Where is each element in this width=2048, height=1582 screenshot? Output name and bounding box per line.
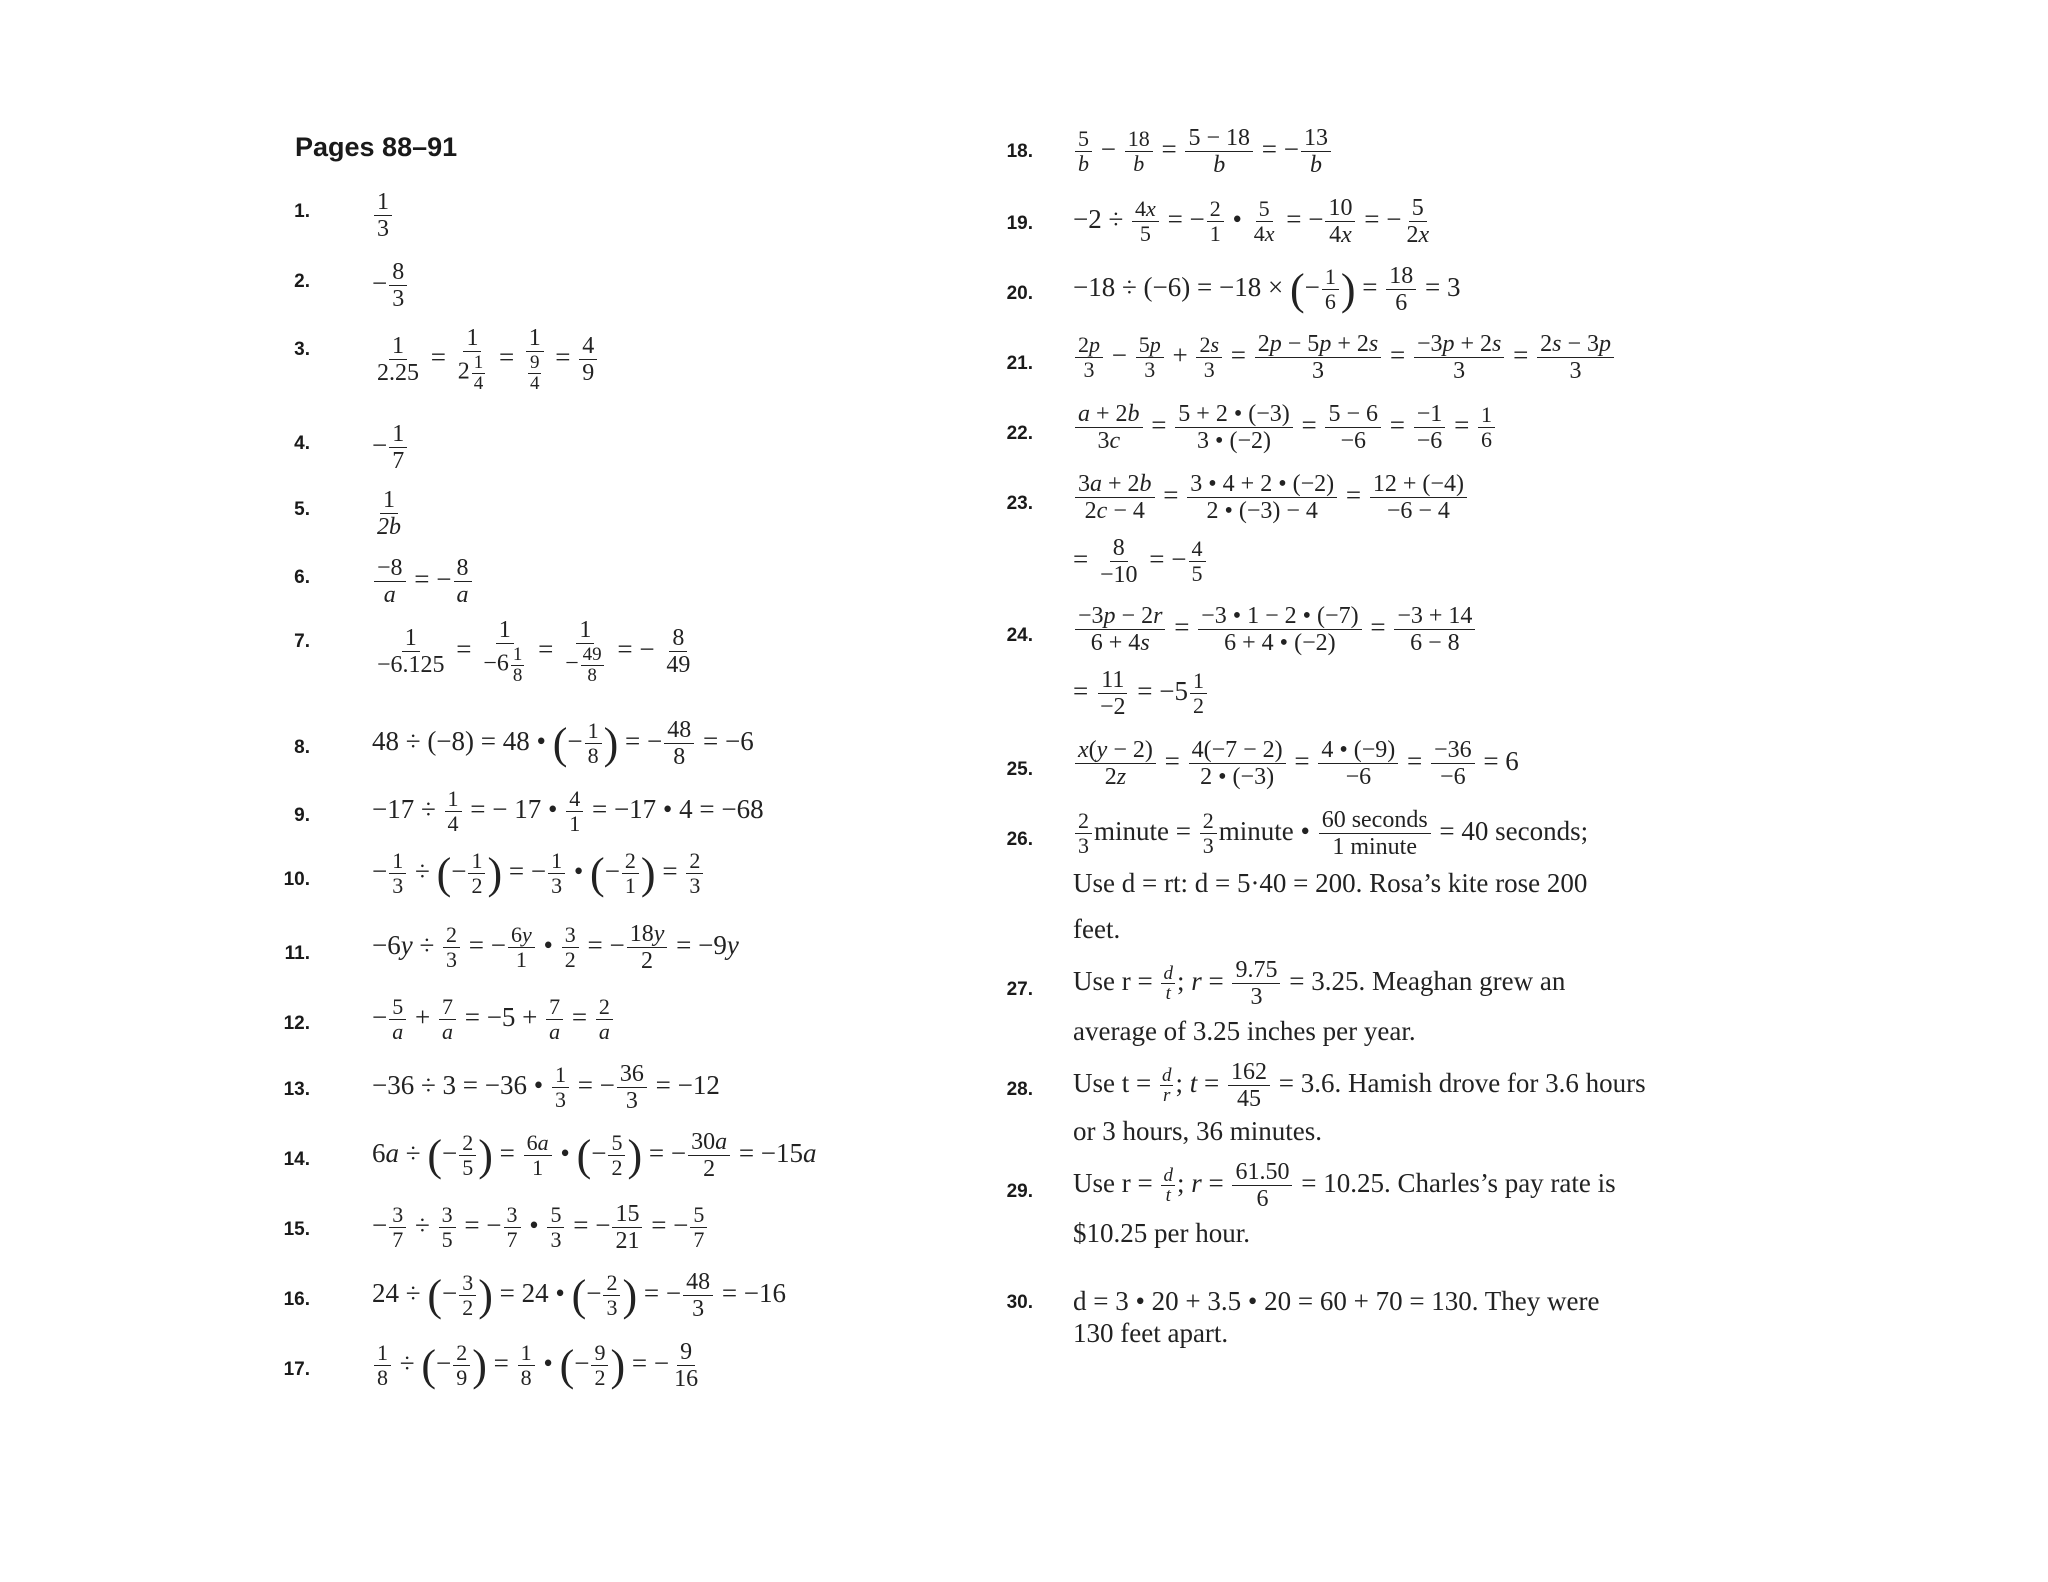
fraction-numerator: 60 seconds <box>1319 808 1431 834</box>
answer-math: − $\frac{8}{3}$ <box>372 260 409 312</box>
unit-text: minute <box>1218 816 1294 847</box>
answer-math: − $\frac{1}{7}$ <box>372 422 409 474</box>
answer-math: 48 ÷ (−8) = 48 • (− $\frac{1}{8}$ ) = − $\frac{48}{8}$ = −6 <box>372 717 754 771</box>
answer-math: − $\frac{3}{7}$ ÷ $\frac{3}{5}$ = − $\frac{3}{7}$ • $\frac{5}{3}$ = − $\frac{15}{21}$ = − $\frac{5}{7}$ <box>372 1202 709 1254</box>
fraction-denominator: 1 minute <box>1332 834 1417 861</box>
answer-prefix: Use t = <box>1073 1068 1152 1099</box>
problem-number: 9. <box>294 805 310 826</box>
answer-math: 6a ÷ (− $\frac{2}{5}$ ) = $\frac{6a}{1}$ • (− $\frac{5}{2}$ ) = − $\frac{30a}{2}$ = −15a <box>372 1129 817 1183</box>
answer-prefix: Use r = <box>1073 966 1153 997</box>
answer-text-line: feet. <box>1073 914 1121 944</box>
answer-text-line: average of 3.25 inches per year. <box>1073 1016 1416 1046</box>
problem-number: 12. <box>283 1013 310 1034</box>
answer-math: $\frac{x(y - 2)}{2z}$ = $\frac{4(-7 - 2)}{2 • (-3)}$ = $\frac{4 • (-9)}{-6}$ = $\frac{-36}{-6}$ = 6 <box>1073 738 1519 790</box>
answer-math: Use r = $\frac{d}{t}$ ; r = $\frac{9.75}{3}$ = 3.25. Meaghan grew an <box>1073 957 1566 1011</box>
answer-math-continued: = $\frac{11}{-2}$ = −5 $\frac{1}{2}$ <box>1073 668 1209 720</box>
problem-number: 3. <box>294 339 310 360</box>
problem-number: 27. <box>1006 979 1033 1000</box>
answer-math: $\frac{2}{3}$ minute = $\frac{2}{3}$ minute • $\frac{\text{60 seconds}}{\text{1 minute}}$ = 40 seconds; <box>1073 808 1588 860</box>
answer-text-line: $10.25 per hour. <box>1073 1218 1250 1248</box>
problem-number: 4. <box>294 433 310 454</box>
answer-math: $\frac{2p}{3}$ − $\frac{5p}{3}$ + $\frac{2s}{3}$ = $\frac{2p - 5p + 2s}{3}$ = $\frac{-3p + 2s}{3}$ = $\frac{2s - 3p}{3}$ <box>1073 332 1616 384</box>
problem-number: 11. <box>284 943 310 964</box>
answer-math: $\frac{5}{b}$ − $\frac{18}{b}$ = $\frac{5 - 18}{b}$ = − $\frac{13}{b}$ <box>1073 126 1333 178</box>
answer-math: −17 ÷ $\frac{1}{4}$ = − 17 • $\frac{4}{1}$ = −17 • 4 = −68 <box>372 786 764 837</box>
answer-math: $\frac{-8}{a}$ = − $\frac{8}{a}$ <box>372 556 474 608</box>
answer-math: $\frac{1}{3}$ <box>372 190 394 242</box>
result-text: = 40 seconds; <box>1439 816 1589 847</box>
answer-math: − $\frac{5}{a}$ + $\frac{7}{a}$ = −5 + $\frac{7}{a}$ = $\frac{2}{a}$ <box>372 996 615 1044</box>
problem-number: 22. <box>1006 423 1033 444</box>
answer-text-line: d = 3 • 20 + 3.5 • 20 = 60 + 70 = 130. They were <box>1073 1286 1600 1316</box>
problem-number: 13. <box>283 1079 310 1100</box>
page-title: Pages 88–91 <box>295 132 458 162</box>
problem-number: 7. <box>294 631 310 652</box>
answer-text-line: 130 feet apart. <box>1073 1318 1229 1348</box>
answer-math: −6y ÷ $\frac{2}{3}$ = − $\frac{6y}{1}$ • $\frac{3}{2}$ = − $\frac{18y}{2}$ = −9y <box>372 921 739 975</box>
answer-suffix: = 10.25. Charles’s pay rate is <box>1301 1168 1616 1199</box>
answer-math: $\frac{-3p - 2r}{6 + 4s}$ = $\frac{-3 • 1 - 2 • (-7)}{6 + 4 • (-2)}$ = $\frac{-3 + 14}{6 - 8}$ <box>1073 604 1477 656</box>
answer-math: −18 ÷ (−6) = −18 × (− $\frac{1}{6}$ ) = $\frac{18}{6}$ = 3 <box>1073 263 1461 317</box>
problem-number: 19. <box>1006 213 1033 234</box>
problem-number: 20. <box>1006 283 1033 304</box>
problem-number: 5. <box>294 499 310 520</box>
answer-math: $\frac{1}{2b}$ <box>377 487 401 541</box>
problem-number: 25. <box>1006 759 1033 780</box>
problem-number: 23. <box>1006 493 1033 514</box>
answer-math-continued: = $\frac{8}{-10}$ = − $\frac{4}{5}$ <box>1073 536 1208 588</box>
problem-number: 26. <box>1006 829 1033 850</box>
answer-math: 24 ÷ (− $\frac{3}{2}$ ) = 24 • (− $\frac{2}{3}$ ) = − $\frac{48}{3}$ = −16 <box>372 1269 787 1323</box>
answer-math: −2 ÷ $\frac{4x}{5}$ = − $\frac{2}{1}$ • $\frac{5}{4x}$ = − $\frac{10}{4x}$ = − $\frac{5}{2x}$ <box>1073 195 1430 249</box>
answer-suffix: = 3.25. Meaghan grew an <box>1289 966 1566 997</box>
problem-number: 1. <box>294 201 310 222</box>
answer-math: $\frac{3a + 2b}{2c - 4}$ = $\frac{3 • 4 + 2 • (-2)}{2 • (-3) - 4}$ = $\frac{12 + (-4)}{-6 - 4}$ <box>1073 472 1469 524</box>
problem-number: 15. <box>283 1219 310 1240</box>
problem-number: 28. <box>1006 1079 1033 1100</box>
unit-text: minute <box>1094 816 1169 847</box>
answer-math: $\frac{1}{8}$ ÷ (− $\frac{2}{9}$ ) = $\frac{1}{8}$ • (− $\frac{9}{2}$ ) = − $\frac{9}{16}$ <box>372 1340 703 1392</box>
answer-prefix: Use r = <box>1073 1168 1153 1199</box>
answer-math: − $\frac{1}{3}$ ÷ (− $\frac{1}{2}$ ) = − $\frac{1}{3}$ • (− $\frac{2}{1}$ ) = $\frac{2}{3}$ <box>372 850 705 898</box>
problem-number: 8. <box>294 737 310 758</box>
problem-number: 10. <box>283 869 310 890</box>
answer-math: $\frac{1}{2.25}$ = 1 2 $\frac{1}{4}$ = $\frac{1}{\frac{9}{4}}$ = $\frac{4}{9}$ <box>372 326 599 393</box>
problem-number: 16. <box>283 1289 310 1310</box>
answer-suffix: = 3.6. Hamish drove for 3.6 hours <box>1278 1068 1646 1099</box>
answer-math: $\frac{1}{-6.125}$ = 1 −6 $\frac{1}{8}$ = 1 − $\frac{49}{8}$ = − $\frac{8}{49}$ <box>377 617 691 686</box>
problem-number: 29. <box>1006 1181 1033 1202</box>
problem-number: 21. <box>1006 353 1033 374</box>
answer-math: −36 ÷ 3 = −36 • $\frac{1}{3}$ = − $\frac{36}{3}$ = −12 <box>372 1061 720 1115</box>
problem-number: 24. <box>1006 625 1033 646</box>
problem-number: 18. <box>1006 141 1033 162</box>
problem-number: 6. <box>294 567 310 588</box>
answer-math: Use r = $\frac{d}{t}$ ; r = $\frac{61.50}{6}$ = 10.25. Charles’s pay rate is <box>1073 1159 1616 1213</box>
answer-text-line: Use d = rt: d = 5·40 = 200. Rosa’s kite rose 200 <box>1073 868 1588 898</box>
answer-math: $\frac{a + 2b}{3c}$ = $\frac{5 + 2 • (-3)}{3 • (-2)}$ = $\frac{5 - 6}{-6}$ = $\frac{-1}{-6}$ = $\frac{1}{6}$ <box>1073 402 1497 454</box>
problem-number: 14. <box>283 1149 310 1170</box>
problem-number: 30. <box>1006 1292 1033 1313</box>
answer-math: Use t = $\frac{d}{r}$ ; t = $\frac{162}{45}$ = 3.6. Hamish drove for 3.6 hours <box>1073 1059 1646 1113</box>
problem-number: 2. <box>294 271 310 292</box>
answer-text-line: or 3 hours, 36 minutes. <box>1073 1116 1322 1146</box>
problem-number: 17. <box>283 1359 310 1380</box>
